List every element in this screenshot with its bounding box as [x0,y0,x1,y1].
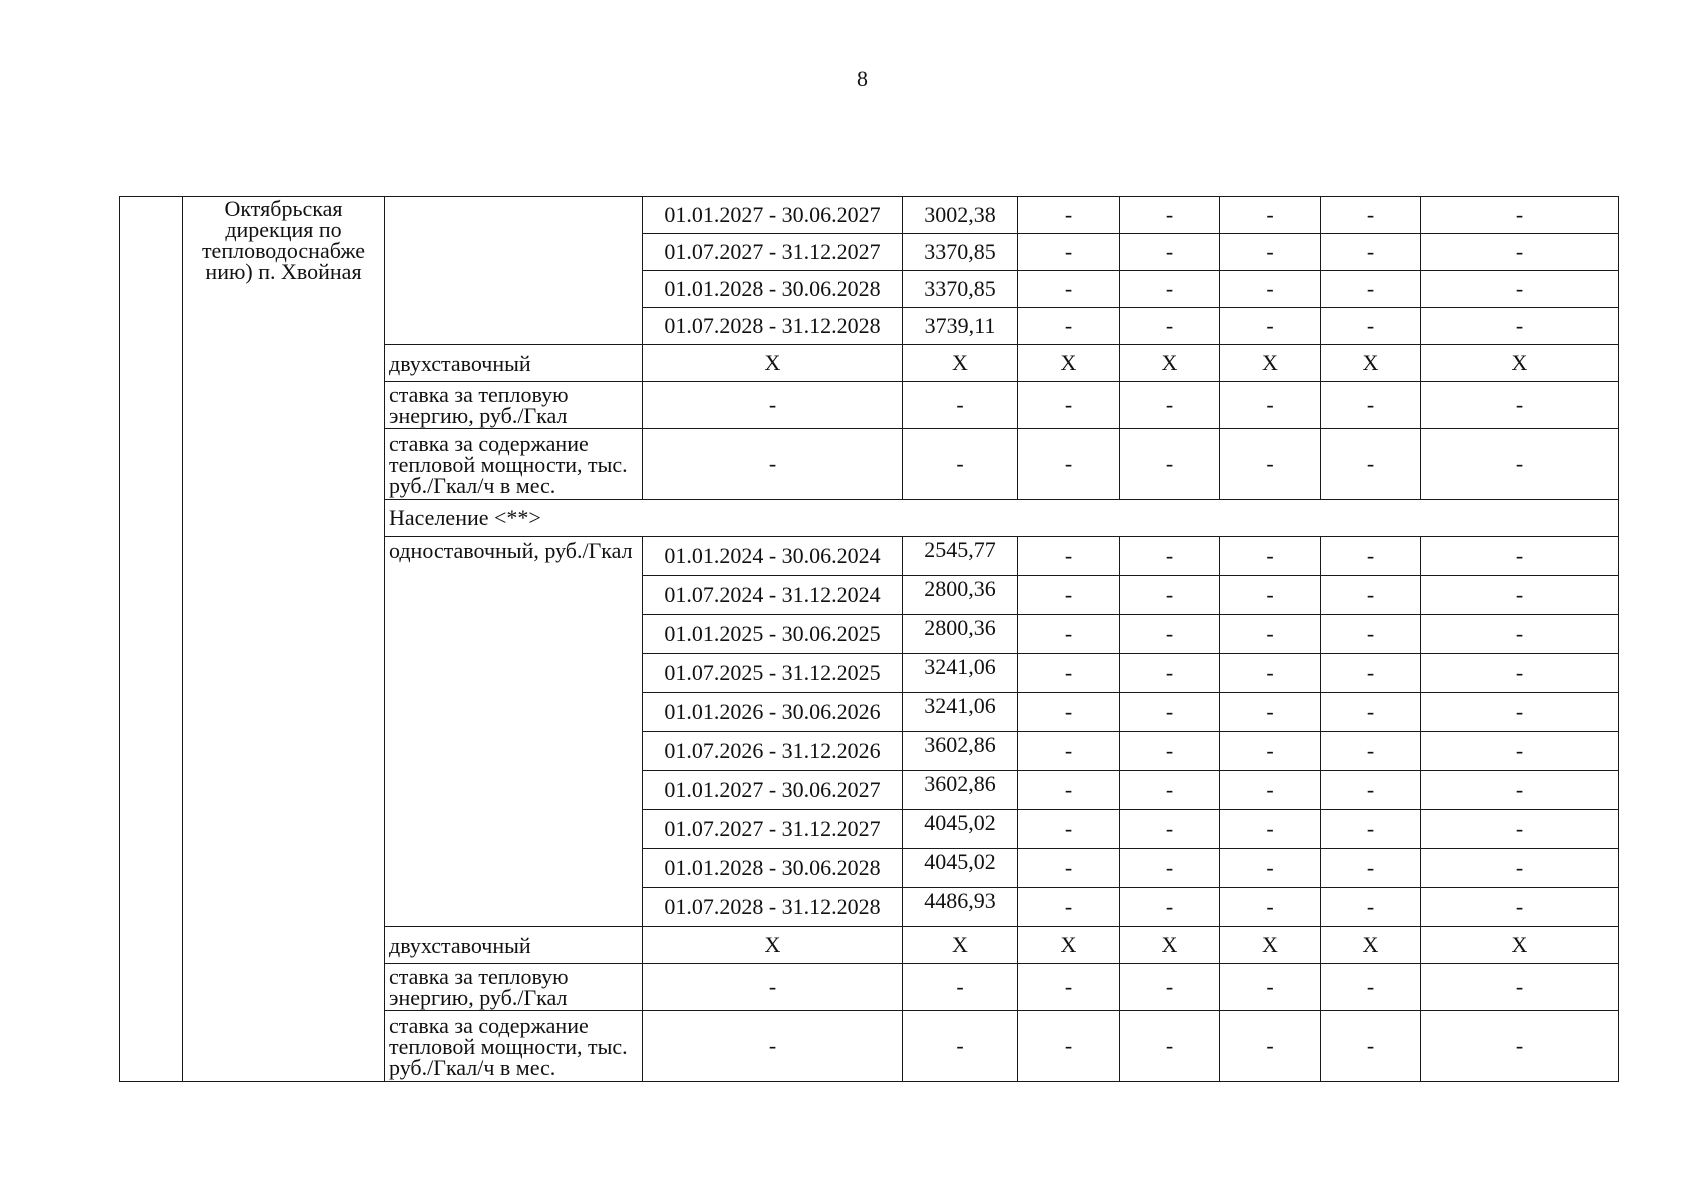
period-cell: 01.07.2026 - 31.12.2026 [643,732,903,771]
dash-cell: - [1321,693,1421,732]
dash-cell: - [1421,964,1619,1011]
period-cell: 01.01.2024 - 30.06.2024 [643,537,903,576]
tariff-value: 2800,36 [903,615,1018,654]
dash-cell: - [1321,382,1421,429]
dash-cell: - [1220,964,1321,1011]
dash-cell: - [1018,234,1120,271]
dash-cell: - [1321,615,1421,654]
dash-cell: - [1220,382,1321,429]
dash-cell: - [1120,888,1220,927]
heat-rate-label: ставка за тепловую энергию, руб./Гкал [385,964,643,1011]
dash-cell: - [1120,810,1220,849]
dash-cell: - [1421,771,1619,810]
dash-cell: - [1321,888,1421,927]
dash-cell: - [1018,888,1120,927]
dash-cell: - [1421,382,1619,429]
dash-cell: - [643,429,903,500]
dash-cell: - [1321,771,1421,810]
dash-cell: - [1120,615,1220,654]
dash-cell: - [1018,693,1120,732]
dash-cell: - [1220,810,1321,849]
dash-cell: - [1421,888,1619,927]
dash-cell: - [1220,771,1321,810]
cross-cell: X [1120,345,1220,382]
dash-cell: - [1321,1011,1421,1082]
dash-cell: - [1421,1011,1619,1082]
dash-cell: - [1018,576,1120,615]
dash-cell: - [1220,693,1321,732]
period-cell: 01.01.2028 - 30.06.2028 [643,849,903,888]
dash-cell: - [1321,429,1421,500]
dash-cell: - [1120,693,1220,732]
dash-cell: - [1321,271,1421,308]
single-rate-label: одноставочный, руб./Гкал [385,537,643,927]
cross-cell: X [643,927,903,964]
period-cell: 01.07.2025 - 31.12.2025 [643,654,903,693]
dash-cell: - [1220,1011,1321,1082]
dash-cell: - [1018,810,1120,849]
dash-cell: - [903,382,1018,429]
dash-cell: - [903,429,1018,500]
dash-cell: - [1220,234,1321,271]
dash-cell: - [1018,382,1120,429]
dash-cell: - [1421,615,1619,654]
cross-cell: X [1321,927,1421,964]
dash-cell: - [1018,1011,1120,1082]
dash-cell: - [1120,732,1220,771]
dash-cell: - [643,964,903,1011]
capacity-rate-label: ставка за содержание тепловой мощности, тыс. руб./Гкал/ч в мес. [385,429,643,500]
dash-cell: - [1321,654,1421,693]
empty-type-cell [385,197,643,345]
tariff-value: 3002,38 [903,197,1018,234]
dash-cell: - [1120,576,1220,615]
tariff-value: 3602,86 [903,732,1018,771]
dash-cell: - [1421,429,1619,500]
tariff-table-body [120,197,1619,1082]
dash-cell: - [1018,732,1120,771]
two-rate-label: двухставочный [385,345,643,382]
period-cell: 01.07.2027 - 31.12.2027 [643,234,903,271]
cross-cell: X [1421,927,1619,964]
tariff-value: 4486,93 [903,888,1018,927]
page-number: 8 [857,66,868,91]
dash-cell: - [1018,271,1120,308]
dash-cell: - [1421,537,1619,576]
dash-cell: - [1220,615,1321,654]
tariff-value: 4045,02 [903,849,1018,888]
cross-cell: X [1220,927,1321,964]
dash-cell: - [1120,197,1220,234]
cross-cell: X [1220,345,1321,382]
dash-cell: - [1421,654,1619,693]
cross-cell: X [1421,345,1619,382]
organization-name: Октябрьская дирекция по тепловодоснабже нию) п. Хвойная [183,197,385,1082]
dash-cell: - [1120,537,1220,576]
tariff-value: 3241,06 [903,693,1018,732]
dash-cell: - [1018,615,1120,654]
dash-cell: - [1220,888,1321,927]
tariff-value: 2800,36 [903,576,1018,615]
tariff-value: 3739,11 [903,308,1018,345]
dash-cell: - [903,1011,1018,1082]
period-cell: 01.07.2024 - 31.12.2024 [643,576,903,615]
dash-cell: - [1421,271,1619,308]
dash-cell: - [1018,654,1120,693]
dash-cell: - [1321,234,1421,271]
population-header: Население <**> [385,500,1619,537]
table-row [120,197,1619,234]
dash-cell: - [1421,849,1619,888]
dash-cell: - [1018,429,1120,500]
dash-cell: - [1421,197,1619,234]
dash-cell: - [1421,234,1619,271]
tariff-value: 3370,85 [903,271,1018,308]
dash-cell: - [1220,308,1321,345]
number-cell [120,197,183,1082]
dash-cell: - [1321,732,1421,771]
period-cell: 01.07.2027 - 31.12.2027 [643,810,903,849]
dash-cell: - [1321,197,1421,234]
cross-cell: X [1321,345,1421,382]
cross-cell: X [1120,927,1220,964]
dash-cell: - [1220,197,1321,234]
tariff-value: 3241,06 [903,654,1018,693]
dash-cell: - [1220,576,1321,615]
tariff-value: 2545,77 [903,537,1018,576]
dash-cell: - [1120,964,1220,1011]
dash-cell: - [1120,1011,1220,1082]
cross-cell: X [903,345,1018,382]
dash-cell: - [1220,429,1321,500]
dash-cell: - [903,964,1018,1011]
cross-cell: X [1018,345,1120,382]
cross-cell: X [903,927,1018,964]
dash-cell: - [1018,964,1120,1011]
tariff-value: 3370,85 [903,234,1018,271]
dash-cell: - [643,1011,903,1082]
dash-cell: - [1421,810,1619,849]
period-cell: 01.01.2025 - 30.06.2025 [643,615,903,654]
dash-cell: - [1018,308,1120,345]
dash-cell: - [1120,429,1220,500]
dash-cell: - [1120,308,1220,345]
period-cell: 01.07.2028 - 31.12.2028 [643,888,903,927]
tariff-value: 4045,02 [903,810,1018,849]
dash-cell: - [1120,271,1220,308]
cross-cell: X [1018,927,1120,964]
tariff-table [119,196,1619,1082]
dash-cell: - [1220,271,1321,308]
dash-cell: - [1321,308,1421,345]
dash-cell: - [1321,810,1421,849]
dash-cell: - [1421,732,1619,771]
dash-cell: - [1220,849,1321,888]
dash-cell: - [1421,576,1619,615]
dash-cell: - [1120,234,1220,271]
dash-cell: - [1421,308,1619,345]
dash-cell: - [1120,382,1220,429]
dash-cell: - [1321,576,1421,615]
period-cell: 01.01.2028 - 30.06.2028 [643,271,903,308]
dash-cell: - [1220,537,1321,576]
heat-rate-label: ставка за тепловую энергию, руб./Гкал [385,382,643,429]
dash-cell: - [1120,654,1220,693]
dash-cell: - [1321,537,1421,576]
period-cell: 01.01.2027 - 30.06.2027 [643,771,903,810]
capacity-rate-label: ставка за содержание тепловой мощности, тыс. руб./Гкал/ч в мес. [385,1011,643,1082]
dash-cell: - [1018,537,1120,576]
tariff-value: 3602,86 [903,771,1018,810]
two-rate-label: двухставочный [385,927,643,964]
dash-cell: - [1018,771,1120,810]
period-cell: 01.07.2028 - 31.12.2028 [643,308,903,345]
dash-cell: - [1321,849,1421,888]
dash-cell: - [1220,732,1321,771]
period-cell: 01.01.2026 - 30.06.2026 [643,693,903,732]
period-cell: 01.01.2027 - 30.06.2027 [643,197,903,234]
dash-cell: - [1120,771,1220,810]
dash-cell: - [1220,654,1321,693]
dash-cell: - [1018,849,1120,888]
dash-cell: - [1321,964,1421,1011]
dash-cell: - [1120,849,1220,888]
dash-cell: - [1018,197,1120,234]
dash-cell: - [1421,693,1619,732]
dash-cell: - [643,382,903,429]
cross-cell: X [643,345,903,382]
